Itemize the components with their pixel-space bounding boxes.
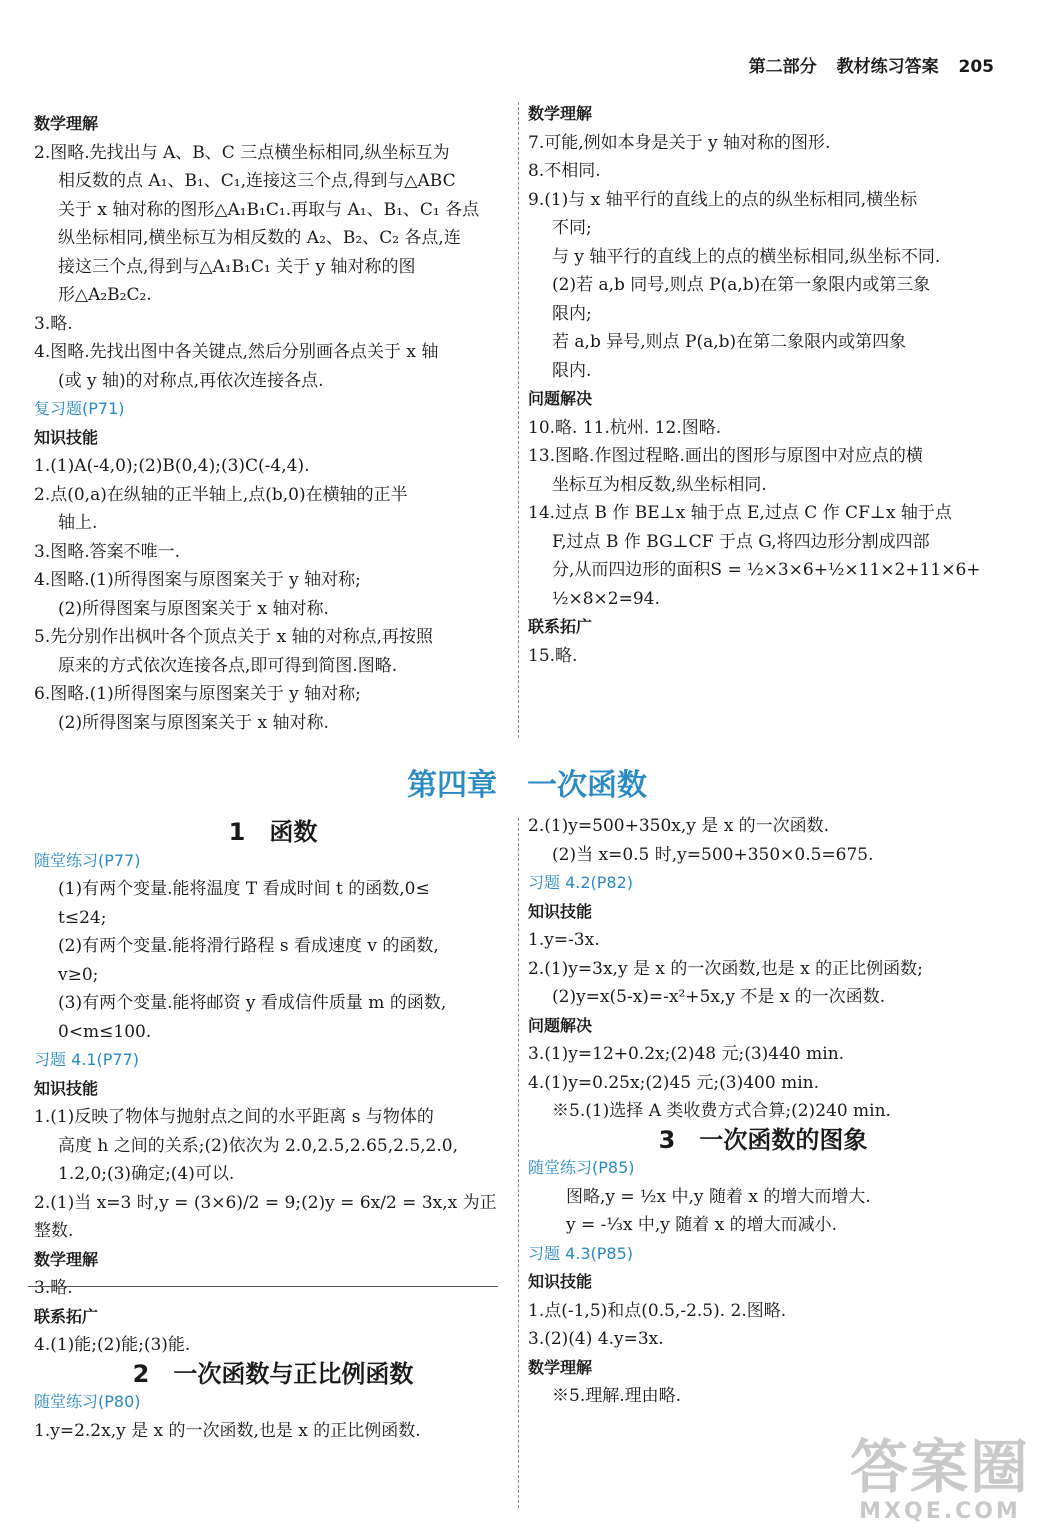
answer-line: 4.图略.(1)所得图案与原图案关于 y 轴对称; xyxy=(34,570,361,590)
answer-continuation: (2)所得图案与原图案关于 x 轴对称. xyxy=(58,598,329,619)
subheading: 知识技能 xyxy=(34,1078,99,1098)
answer-line: 1.点(-1,5)和点(0.5,-2.5). 2.图略. xyxy=(528,1300,787,1321)
answer-continuation: v≥0; xyxy=(58,964,99,985)
exercise-heading: 复习题(P71) xyxy=(34,399,125,418)
answer-continuation: 限内. xyxy=(552,360,592,381)
answer-line: 2.(1)y=3x,y 是 x 的一次函数,也是 x 的正比例函数; xyxy=(528,958,923,979)
answer-continuation: 与 y 轴平行的直线上的点的横坐标相同,纵坐标不同. xyxy=(552,246,941,267)
header-section: 第二部分 xyxy=(748,57,817,77)
watermark-url: MXQE.COM xyxy=(859,1499,1021,1524)
chapter-title: 第四章 一次函数 xyxy=(407,768,647,803)
section-title: 1 函数 xyxy=(228,818,318,846)
answer-line: 3.略. xyxy=(34,1278,73,1298)
exercise-heading: 随堂练习(P80) xyxy=(34,1392,141,1411)
answer-line: 1.(1)A(-4,0);(2)B(0,4);(3)C(-4,4). xyxy=(34,456,310,476)
answer-continuation: ※5.理解.理由略. xyxy=(552,1386,682,1406)
subheading: 知识技能 xyxy=(528,1272,593,1291)
answer-continuation: 限内; xyxy=(552,303,592,324)
answer-continuation: 接这三个点,得到与△A₁B₁C₁ 关于 y 轴对称的图 xyxy=(58,256,416,277)
answer-line: 1.y=2.2x,y 是 x 的一次函数,也是 x 的正比例函数. xyxy=(34,1420,421,1441)
subheading: 问题解决 xyxy=(528,1015,593,1035)
answer-line: 10.略. 11.杭州. 12.图略. xyxy=(528,417,722,438)
answer-line: 15.略. xyxy=(528,645,578,666)
answer-continuation: 坐标互为相反数,纵坐标相同. xyxy=(552,474,767,495)
answer-line: 7.可能,例如本身是关于 y 轴对称的图形. xyxy=(528,132,831,153)
answer-line: 4.(1)y=0.25x;(2)45 元;(3)400 min. xyxy=(528,1072,820,1093)
answer-continuation: 纵坐标相同,横坐标互为相反数的 A₂、B₂、C₂ 各点,连 xyxy=(58,228,461,248)
answer-continuation: 若 a,b 异号,则点 P(a,b)在第二象限内或第四象 xyxy=(552,332,907,352)
right-column-bottom xyxy=(528,812,998,1411)
subheading: 联系拓广 xyxy=(528,617,593,636)
subheading: 问题解决 xyxy=(528,389,593,408)
answer-continuation: F,过点 B 作 BG⊥CF 于点 G,将四边形分割成四部 xyxy=(552,531,930,552)
answer-continuation: ※5.(1)选择 A 类收费方式合算;(2)240 min. xyxy=(552,1101,891,1121)
answer-line: 2.(1)y=500+350x,y 是 x 的一次函数. xyxy=(528,816,830,836)
answer-continuation: ½×8×2=94. xyxy=(552,588,660,609)
answer-line: 4.图略.先找出图中各关键点,然后分别画各点关于 x 轴 xyxy=(34,342,439,362)
answer-continuation: 图略,y = ½x 中,y 随着 x 的增大而增大. xyxy=(566,1186,871,1207)
answer-line: 2.图略.先找出与 A、B、C 三点横坐标相同,纵坐标互为 xyxy=(34,142,450,163)
answer-continuation: 不同; xyxy=(552,218,592,238)
answer-continuation: (2)y=x(5-x)=-x²+5x,y 不是 x 的一次函数. xyxy=(552,987,886,1007)
page-number: 205 xyxy=(958,57,994,77)
answer-continuation: 高度 h 之间的关系;(2)依次为 2.0,2.5,2.65,2.5,2.0, xyxy=(58,1135,458,1156)
exercise-heading: 习题 4.3(P85) xyxy=(528,1243,634,1263)
answer-line: 3.(1)y=12+0.2x;(2)48 元;(3)440 min. xyxy=(528,1044,845,1064)
answer-continuation: t≤24; xyxy=(58,907,107,928)
answer-continuation: 0<m≤100. xyxy=(58,1021,152,1042)
answer-line: 14.过点 B 作 BE⊥x 轴于点 E,过点 C 作 CF⊥x 轴于点 xyxy=(528,503,952,523)
exercise-heading: 随堂练习(P77) xyxy=(34,850,141,870)
answer-line: 3.略. xyxy=(34,313,73,334)
answer-line: 4.(1)能;(2)能;(3)能. xyxy=(34,1335,191,1355)
subheading: 知识技能 xyxy=(34,427,99,447)
header-title: 教材练习答案 xyxy=(836,57,939,77)
section-title: 3 一次函数的图象 xyxy=(658,1125,868,1154)
answer-line: 2.(1)当 x=3 时,y = (3×6)/2 = 9;(2)y = 6x/2 = 3x,x 为正整数. xyxy=(34,1192,497,1241)
cut-line xyxy=(28,1286,498,1287)
answer-continuation: (2)若 a,b 同号,则点 P(a,b)在第一象限内或第三象 xyxy=(552,275,931,295)
left-column-top xyxy=(34,110,512,737)
answer-line: 2.点(0,a)在纵轴的正半轴上,点(b,0)在横轴的正半 xyxy=(34,484,408,505)
answer-continuation: 关于 x 轴对称的图形△A₁B₁C₁.再取与 A₁、B₁、C₁ 各点 xyxy=(58,199,480,220)
answer-line: 1.(1)反映了物体与抛射点之间的水平距离 s 与物体的 xyxy=(34,1107,434,1127)
exercise-heading: 随堂练习(P85) xyxy=(528,1158,635,1177)
column-divider-bottom xyxy=(518,818,519,1508)
watermark-logo: 答案圈 xyxy=(849,1433,1030,1501)
answer-continuation: 相反数的点 A₁、B₁、C₁,连接这三个点,得到与△ABC xyxy=(58,171,456,191)
section-title: 2 一次函数与正比例函数 xyxy=(132,1359,414,1388)
answer-continuation: (3)有两个变量.能将邮资 y 看成信件质量 m 的函数, xyxy=(58,993,447,1013)
answer-continuation: (1)有两个变量.能将温度 T 看成时间 t 的函数,0≤ xyxy=(58,879,430,899)
answer-continuation: y = -⅓x 中,y 随着 x 的增大而减小. xyxy=(566,1215,838,1235)
answer-line: 5.先分别作出枫叶各个顶点关于 x 轴的对称点,再按照 xyxy=(34,627,434,647)
exercise-heading: 习题 4.2(P82) xyxy=(528,873,634,892)
answer-continuation: 轴上. xyxy=(58,513,98,533)
column-divider-top xyxy=(518,102,519,738)
answer-continuation: 分,从而四边形的面积S = ½×3×6+½×11×2+11×6+ xyxy=(552,560,981,580)
watermark xyxy=(850,1435,1030,1524)
answer-line: 3.(2)(4) 4.y=3x. xyxy=(528,1329,664,1349)
answer-line: 8.不相同. xyxy=(528,161,601,181)
subheading: 知识技能 xyxy=(528,901,593,921)
right-column-top xyxy=(528,100,998,670)
subheading: 数学理解 xyxy=(528,1357,593,1377)
answer-continuation: 原来的方式依次连接各点,即可得到简图.图略. xyxy=(58,655,398,676)
answer-continuation: (2)当 x=0.5 时,y=500+350×0.5=675. xyxy=(552,844,874,865)
answer-line: 9.(1)与 x 轴平行的直线上的点的纵坐标相同,横坐标 xyxy=(528,189,918,210)
subheading: 数学理解 xyxy=(528,104,593,123)
page-header xyxy=(735,52,994,77)
exercise-heading: 习题 4.1(P77) xyxy=(34,1050,140,1069)
answer-continuation: (或 y 轴)的对称点,再依次连接各点. xyxy=(58,370,324,391)
answer-continuation: 1.2,0;(3)确定;(4)可以. xyxy=(58,1164,235,1184)
subheading: 联系拓广 xyxy=(34,1306,99,1326)
answer-continuation: (2)有两个变量.能将滑行路程 s 看成速度 v 的函数, xyxy=(58,936,439,956)
left-column-bottom xyxy=(34,818,512,1445)
answer-line: 3.图略.答案不唯一. xyxy=(34,541,181,562)
subheading: 数学理解 xyxy=(34,114,99,133)
subheading: 数学理解 xyxy=(34,1249,99,1269)
answer-continuation: (2)所得图案与原图案关于 x 轴对称. xyxy=(58,712,329,733)
answer-line: 13.图略.作图过程略.画出的图形与原图中对应点的横 xyxy=(528,446,923,466)
answer-line: 1.y=-3x. xyxy=(528,930,600,950)
answer-continuation: 形△A₂B₂C₂. xyxy=(58,285,152,305)
answer-line: 6.图略.(1)所得图案与原图案关于 y 轴对称; xyxy=(34,684,361,704)
